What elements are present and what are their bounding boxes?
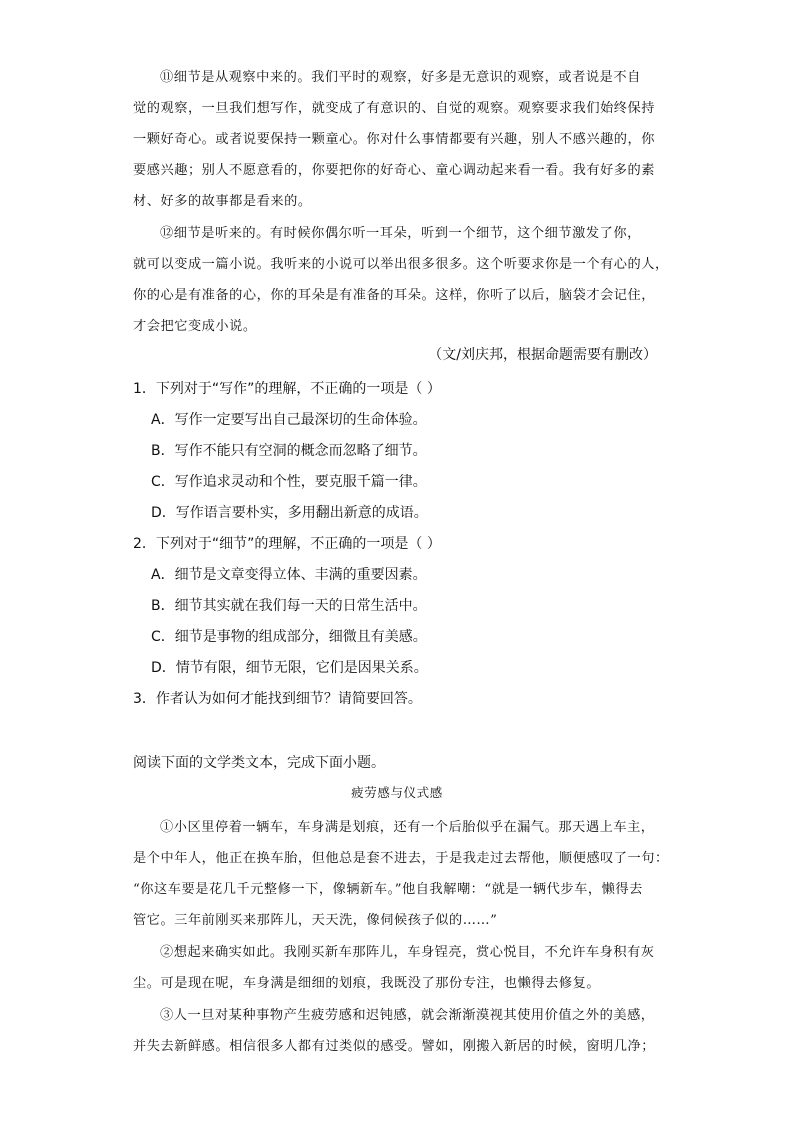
question-1-option-d: D．写作语言要朴实，多用翻出新意的成语。: [151, 505, 428, 521]
text-line: 觉的观察，一旦我们想写作，就变成了有意识的、自觉的观察。观察要求我们始终保持: [133, 101, 656, 116]
text-line: 你的心是有准备的心，你的耳朵是有准备的耳朵。这样，你听了以后，脑袋才会记住，: [133, 288, 656, 303]
question-1-option-a: A．写作一定要写出自己最深切的生命体验。: [151, 412, 427, 428]
section-instruction: 阅读下面的文学类文本，完成下面小题。: [133, 755, 385, 771]
text-line: 就可以变成一篇小说。我听来的小说可以举出很多很多。这个听要求你是一个有心的人，: [133, 257, 669, 272]
question-2-option-c: C．细节是事物的组成部分，细微且有美感。: [151, 629, 427, 645]
question-1-option-c: C．写作追求灵动和个性，要克服千篇一律。: [151, 474, 427, 490]
text-line: ③人一旦对某种事物产生疲劳感和迟钝感，就会渐渐漠视其使用价值之外的美感，: [160, 1008, 655, 1023]
text-line: ⑫细节是听来的。有时候你偶尔听一耳朵，听到一个细节，这个细节激发了你，: [160, 226, 641, 241]
text-line: 管它。三年前刚买来那阵儿，天天洗，像伺候孩子似的……”: [133, 913, 498, 928]
source-attribution: （文/刘庆邦，根据命题需要有删改）: [428, 347, 657, 363]
paragraph-12: [133, 218, 673, 342]
text-line: ①小区里停着一辆车，车身满是划痕，还有一个后胎似乎在漏气。那天遇上车主，: [160, 820, 655, 835]
text-line: ⑪细节是从观察中来的。我们平时的观察，好多是无意识的观察，或者说是不自: [160, 70, 641, 85]
paragraph-11: [133, 62, 673, 217]
article-title: 疲劳感与仪式感: [351, 785, 443, 800]
text-line: ②想起来确实如此。我刚买新车那阵儿，车身锃亮，赏心悦目，不允许车身积有灰: [160, 945, 655, 960]
question-2-stem: 2．下列对于“细节”的理解，不正确的一项是（ ）: [133, 536, 441, 552]
paragraph-2: [133, 937, 673, 999]
text-line: 一颗好奇心。或者说要保持一颗童心。你对什么事情都要有兴趣，别人不感兴趣的，你: [133, 132, 656, 147]
text-line: 尘。可是现在呢，车身满是细细的划痕，我既没了那份专注，也懒得去修复。: [133, 976, 601, 991]
question-1-stem: 1．下列对于“写作”的理解，不正确的一项是（ ）: [133, 381, 441, 397]
paragraph-3: [133, 1000, 673, 1062]
text-line: 是个中年人，他正在换车胎，但他总是套不进去，于是我走过去帮他，顺便感叹了一句：: [133, 851, 669, 866]
question-1-option-b: B．写作不能只有空洞的概念而忽略了细节。: [151, 443, 427, 459]
text-line: “你这车要是花几千元整修一下，像辆新车。”他自我解嘲：“就是一辆代步车，懒得去: [133, 882, 643, 897]
question-2-option-b: B．细节其实就在我们每一天的日常生活中。: [151, 598, 427, 614]
text-line: 材、好多的故事都是看来的。: [133, 194, 312, 209]
text-line: 并失去新鲜感。相信很多人都有过类似的感受。譬如，刚搬入新居的时候，窗明几净；: [133, 1039, 656, 1054]
text-line: 要感兴趣；别人不愿意看的，你要把你的好奇心、童心调动起来看一看。我有好多的素: [133, 163, 656, 178]
question-2-option-a: A．细节是文章变得立体、丰满的重要因素。: [151, 567, 427, 583]
question-3-stem: 3．作者认为如何才能找到细节？请简要回答。: [133, 691, 422, 707]
paragraph-1: [133, 812, 673, 936]
text-line: 才会把它变成小说。: [133, 319, 257, 334]
question-2-option-d: D．情节有限，细节无限，它们是因果关系。: [151, 660, 428, 676]
